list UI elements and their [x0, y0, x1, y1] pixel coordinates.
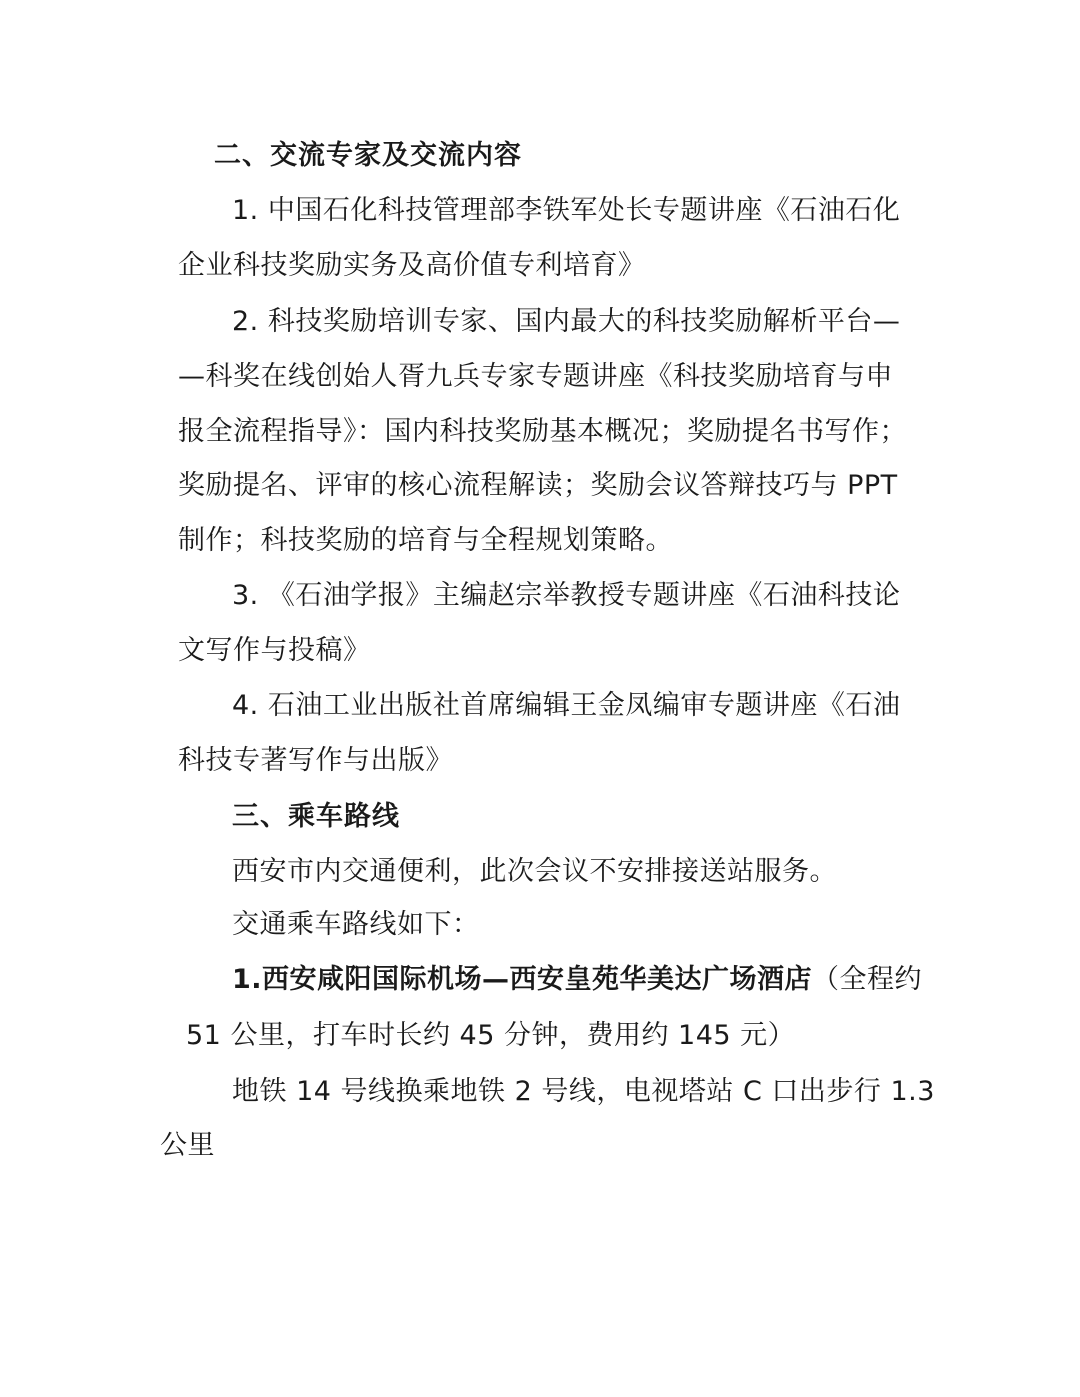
item-2-line-1: 2. 科技奖励培训专家、国内最大的科技奖励解析平台— [232, 306, 901, 337]
route-1-title-rest: （全程约 [812, 964, 923, 995]
route-1-title [232, 960, 922, 1000]
item-2-line-3: 报全流程指导》：国内科技奖励基本概况；奖励提名书写作； [178, 416, 907, 447]
item-1-line-2: 企业科技奖励实务及高价值专利培育》 [178, 250, 646, 281]
item-2-line-5: 制作；科技奖励的培育与全程规划策略。 [178, 525, 673, 556]
routes-label: 交通乘车路线如下： [232, 909, 480, 940]
item-3-line-2: 文写作与投稿》 [178, 635, 371, 666]
section-3-heading: 三、乘车路线 [232, 801, 400, 832]
route-1-detail-line-2: 公里 [160, 1130, 215, 1161]
route-1-line-2: 51 公里，打车时长约 45 分钟，费用约 145 元） [186, 1020, 796, 1051]
route-1-detail-line-1: 地铁 14 号线换乘地铁 2 号线，电视塔站 C 口出步行 1.3 [232, 1076, 935, 1107]
route-1-title-bold: 1.西安咸阳国际机场—西安皇苑华美达广场酒店 [232, 964, 813, 995]
item-3-line-1: 3. 《石油学报》主编赵宗举教授专题讲座《石油科技论 [232, 580, 901, 611]
item-4-line-2: 科技专著写作与出版》 [178, 745, 453, 776]
item-4-line-1: 4. 石油工业出版社首席编辑王金凤编审专题讲座《石油 [232, 690, 901, 721]
item-1-line-1: 1. 中国石化科技管理部李铁军处长专题讲座《石油石化 [232, 195, 901, 226]
item-2-line-4: 奖励提名、评审的核心流程解读；奖励会议答辩技巧与 PPT [178, 470, 898, 501]
section-3-intro: 西安市内交通便利，此次会议不安排接送站服务。 [232, 856, 837, 887]
section-2-heading: 二、交流专家及交流内容 [214, 140, 522, 171]
item-2-line-2: —科奖在线创始人胥九兵专家专题讲座《科技奖励培育与申 [178, 361, 893, 392]
